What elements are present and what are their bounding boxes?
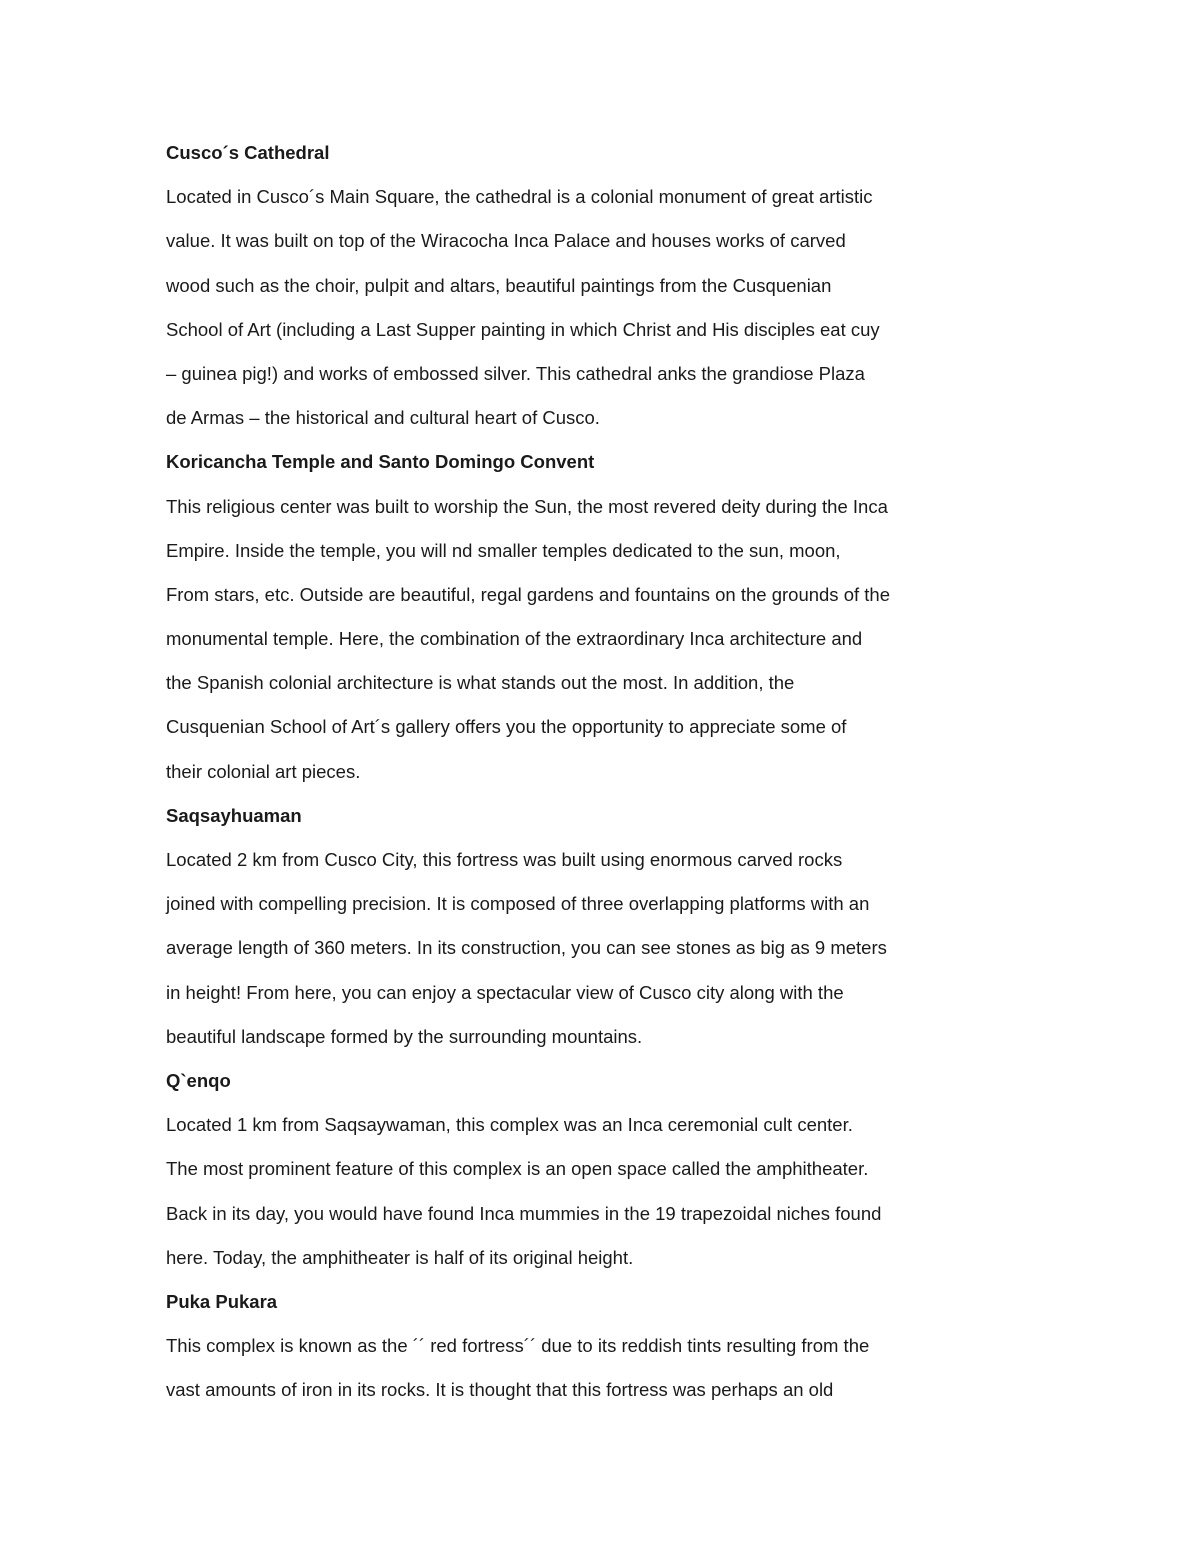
section-heading: Cusco´s Cathedral — [166, 142, 330, 163]
section-heading: Q`enqo — [166, 1069, 231, 1091]
section-cusco-cathedral — [166, 131, 966, 440]
paragraph-line: This complex is known as the ´´ red fortress´´ due to its reddish tints resulting from the — [166, 1335, 870, 1357]
section-heading: Puka Pukara — [166, 1290, 278, 1312]
section-koricancha-temple — [166, 440, 966, 794]
paragraph-line: beautiful landscape formed by the surrounding mountains. — [166, 1025, 643, 1047]
paragraph-line: The most prominent feature of this complex is an open space called the amphitheater. — [166, 1158, 869, 1180]
section-heading: Koricancha Temple and Santo Domingo Convent — [166, 451, 595, 473]
section-qenqo — [166, 1059, 966, 1280]
paragraph-line: From stars, etc. Outside are beautiful, regal gardens and fountains on the grounds of the — [166, 583, 890, 605]
paragraph-line: joined with compelling precision. It is composed of three overlapping platforms with an — [166, 893, 870, 915]
paragraph-line: This religious center was built to worship the Sun, the most revered deity during the Inca — [166, 495, 888, 517]
paragraph-line: in height! From here, you can enjoy a spectacular view of Cusco city along with the — [166, 981, 844, 1003]
paragraph-line: Located 1 km from Saqsaywaman, this complex was an Inca ceremonial cult center. — [166, 1114, 853, 1136]
paragraph-line: – guinea pig!) and works of embossed silver. This cathedral anks the grandiose Plaza — [166, 362, 865, 384]
paragraph-line: Located 2 km from Cusco City, this fortress was built using enormous carved rocks — [166, 849, 843, 870]
paragraph-line: Cusquenian School of Art´s gallery offers you the opportunity to appreciate some of — [166, 716, 847, 738]
paragraph-line: wood such as the choir, pulpit and altars, beautiful paintings from the Cusquenian — [166, 274, 832, 296]
paragraph-line: de Armas – the historical and cultural heart of Cusco. — [166, 407, 600, 429]
section-heading: Saqsayhuaman — [166, 804, 302, 826]
document-page — [166, 131, 966, 1412]
paragraph-line: Located in Cusco´s Main Square, the cathedral is a colonial monument of great artistic — [166, 186, 873, 208]
paragraph-line: average length of 360 meters. In its construction, you can see stones as big as 9 meters — [166, 937, 887, 959]
paragraph-line: School of Art (including a Last Supper painting in which Christ and His disciples eat cuy — [166, 318, 880, 340]
paragraph-line: the Spanish colonial architecture is what stands out the most. In addition, the — [166, 672, 795, 694]
paragraph-line: Empire. Inside the temple, you will nd smaller temples dedicated to the sun, moon, — [166, 539, 841, 561]
paragraph-line: monumental temple. Here, the combination of the extraordinary Inca architecture and — [166, 628, 863, 650]
paragraph-line: Back in its day, you would have found Inca mummies in the 19 trapezoidal niches found — [166, 1202, 882, 1224]
paragraph-line: their colonial art pieces. — [166, 760, 361, 782]
section-saqsayhuaman — [166, 794, 966, 1059]
paragraph-line: here. Today, the amphitheater is half of its original height. — [166, 1246, 634, 1268]
paragraph-line: vast amounts of iron in its rocks. It is thought that this fortress was perhaps an old — [166, 1379, 834, 1401]
section-puka-pukara — [166, 1280, 966, 1413]
paragraph-line: value. It was built on top of the Wiracocha Inca Palace and houses works of carved — [166, 230, 846, 252]
